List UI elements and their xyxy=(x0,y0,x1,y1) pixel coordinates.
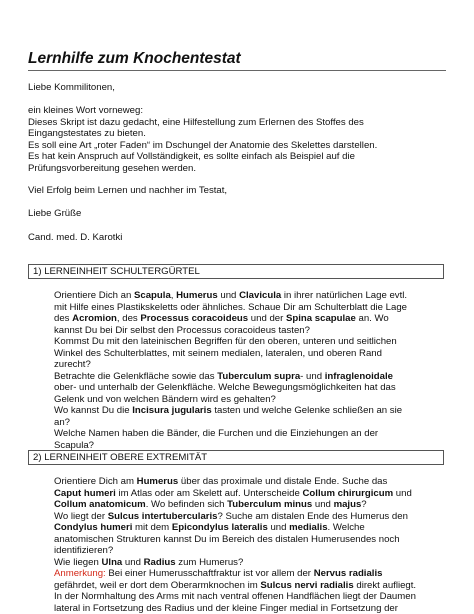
term: Radius xyxy=(144,557,176,568)
section-1-line: kannst Du bei Dir selbst den Processus coracoideus tasten? xyxy=(54,325,452,337)
greeting: Liebe Kommilitonen, xyxy=(28,82,448,94)
term: Nervus radialis xyxy=(314,568,383,579)
term: Sulcus nervi radialis xyxy=(260,580,353,591)
wish-line: Viel Erfolg beim Lernen und nachher im Testat, xyxy=(28,185,448,197)
intro-line: Es soll eine Art „roter Faden“ im Dschungel der Anatomie des Skelettes darstellen. xyxy=(28,140,448,152)
term: Spina scapulae xyxy=(286,313,356,324)
section-2-line: Anmerkung: Bei einer Humerusschaftfraktur ist vor allem der Nervus radialis xyxy=(54,568,452,580)
section-2-line: identifizieren? xyxy=(54,545,452,557)
annotation-label: Anmerkung: xyxy=(54,568,106,579)
term: Incisura jugularis xyxy=(132,405,211,416)
section-2-heading: 2) LERNEINHEIT OBERE EXTREMITÄT xyxy=(28,450,444,465)
term: Humerus xyxy=(137,476,179,487)
section-2-line: Wie liegen Ulna und Radius zum Humerus? xyxy=(54,557,452,569)
section-2-line: anatomischen Strukturen kannst Du im Bereich des distalen Humerusendes noch xyxy=(54,534,452,546)
section-1-line: ober- und unterhalb der Gelenkfläche. Welche Bewegungsmöglichkeiten hat das xyxy=(54,382,452,394)
section-1-line: des Acromion, des Processus coracoideus und der Spina scapulae an. Wo xyxy=(54,313,452,325)
intro-paragraph xyxy=(28,105,448,174)
section-1-line: Betrachte die Gelenkfläche sowie das Tuberculum supra- und infraglenoidale xyxy=(54,371,452,383)
term: Sulcus intertubercularis xyxy=(108,511,218,522)
term: infraglenoidale xyxy=(325,371,393,382)
section-1-line: Welche Namen haben die Bänder, die Furchen und die Einziehungen an der xyxy=(54,428,452,440)
term: Acromion xyxy=(72,313,117,324)
term: medialis xyxy=(289,522,327,533)
term: Condylus humeri xyxy=(54,522,132,533)
section-1-line: Wo kannst Du die Incisura jugularis tasten und welche Gelenke schließen an sie xyxy=(54,405,452,417)
term: majus xyxy=(334,499,362,510)
term: Collum anatomicum xyxy=(54,499,146,510)
section-1-line: an? xyxy=(54,417,452,429)
section-2-line: Wo liegt der Sulcus intertubercularis? Suche am distalen Ende des Humerus den xyxy=(54,511,452,523)
section-2-line: Orientiere Dich am Humerus über das proximale und distale Ende. Suche das xyxy=(54,476,452,488)
document-title: Lernhilfe zum Knochentestat xyxy=(28,50,446,71)
closing-line: Liebe Grüße xyxy=(28,208,448,220)
term: Collum chirurgicum xyxy=(302,488,393,499)
section-1-line: Kommst Du mit den lateinischen Begriffen für den oberen, unteren und seitlichen xyxy=(54,336,452,348)
intro-line: Prüfungsvorbereitung gesehen werden. xyxy=(28,163,448,175)
term: Tuberculum supra xyxy=(217,371,300,382)
section-1-line: mit Hilfe eines Plastikskeletts oder ähnliches. Schaue Dir am Schulterblatt die Lage xyxy=(54,302,452,314)
section-1-line: Gelenk und von welchen Bändern wird es gehalten? xyxy=(54,394,452,406)
section-2-line: Condylus humeri mit dem Epicondylus lateralis und medialis. Welche xyxy=(54,522,452,534)
term: Tuberculum minus xyxy=(227,499,312,510)
intro-line: Dieses Skript ist dazu gedacht, eine Hilfestellung zum Erlernen des Stoffes des xyxy=(28,117,448,129)
signature: Cand. med. D. Karotki xyxy=(28,232,448,244)
section-2-line: Collum anatomicum. Wo befinden sich Tuberculum minus und majus? xyxy=(54,499,452,511)
term: Epicondylus lateralis xyxy=(172,522,268,533)
section-2-line: In der Normhaltung des Arms mit nach ventral offenen Handflächen liegt der Daumen xyxy=(54,591,452,603)
section-1-line: Orientiere Dich an Scapula, Humerus und Clavicula in ihrer natürlichen Lage evtl. xyxy=(54,290,452,302)
intro-line: Es hat kein Anspruch auf Vollständigkeit, es sollte einfach als Beispiel auf die xyxy=(28,151,448,163)
term: Clavicula xyxy=(239,290,281,301)
section-1-body xyxy=(54,290,452,451)
term: Caput humeri xyxy=(54,488,116,499)
section-2-line: lateral in Fortsetzung des Radius und der kleine Finger medial in Fortsetzung der xyxy=(54,603,452,614)
section-1-line: zurecht? xyxy=(54,359,452,371)
section-1-heading: 1) LERNEINHEIT SCHULTERGÜRTEL xyxy=(28,264,444,279)
section-2-body xyxy=(54,476,452,614)
intro-line: Eingangstestates zu bieten. xyxy=(28,128,448,140)
section-1-line: Scapula? xyxy=(54,440,452,452)
section-2-line: Caput humeri im Atlas oder am Skelett auf. Unterscheide Collum chirurgicum und xyxy=(54,488,452,500)
intro-line: ein kleines Wort vorneweg: xyxy=(28,105,448,117)
term: Processus coracoideus xyxy=(140,313,248,324)
section-1-line: Winkel des Schulterblattes, mit seinem medialen, lateralen, und oberen Rand xyxy=(54,348,452,360)
term: Ulna xyxy=(101,557,122,568)
term: Humerus xyxy=(176,290,218,301)
section-2-line: gefährdet, weil er dort dem Oberarmknochen im Sulcus nervi radialis direkt aufliegt. xyxy=(54,580,452,592)
term: Scapula xyxy=(134,290,171,301)
